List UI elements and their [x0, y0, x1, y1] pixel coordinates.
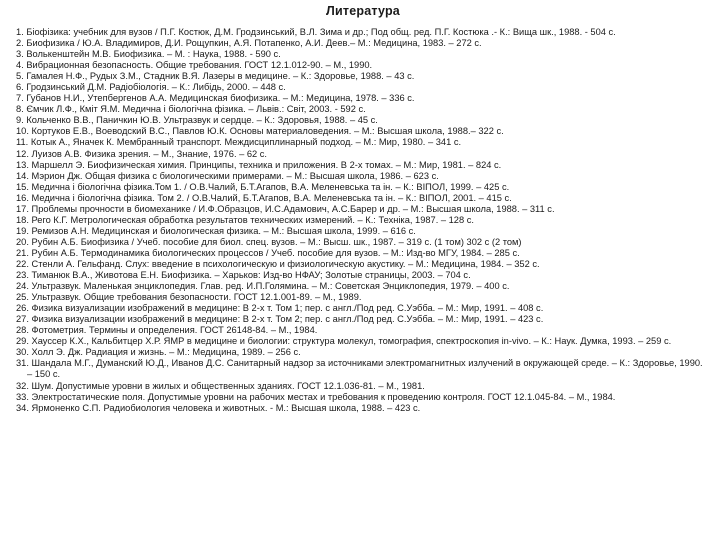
- reference-item: 15. Медична і біологічна фізика.Том 1. / О.В.Чалий, Б.Т.Агапов, В.А. Меленевська та ін. – К.: ВІПОЛ, 1999. – 425 с.: [16, 181, 510, 192]
- reference-item: 17. Проблемы прочности в биомеханике / И.Ф.Образцов, И.С.Адамович, А.С.Барер и др. – М.: Высшая школа, 1988. – 311 с.: [16, 203, 555, 214]
- reference-item: 14. Мэрион Дж. Общая физика с биологическими примерами. – М.: Высшая школа, 1986. – 623 с.: [16, 170, 439, 181]
- reference-item: 12. Луизов А.В. Физика зрения. – М., Знание, 1976. – 62 с.: [16, 148, 268, 159]
- reference-item: 19. Ремизов А.Н. Медицинская и биологическая физика. – М.: Высшая школа, 1999. – 616 с.: [16, 225, 416, 236]
- reference-item: 6. Гродзинський Д.М. Радіобіологія. – К.: Либідь, 2000. – 448 с.: [16, 82, 286, 93]
- reference-item: 30. Холл Э. Дж. Радиация и жизнь. – М.: Медицина, 1989. – 256 с.: [16, 347, 301, 358]
- reference-item: 20. Рубин А.Б. Биофизика / Учеб. пособие для биол. спец. вузов. – М.: Высш. шк., 1987. – 319 с. (1 том) 302 с (2 том): [16, 236, 522, 247]
- reference-list: [16, 27, 710, 414]
- reference-item: 25. Ультразвук. Общие требования безопасности. ГОСТ 12.1.001-89. – М., 1989.: [16, 292, 362, 303]
- reference-item: 27. Физика визуализации изображений в медицине: В 2-х т. Том 2; пер. с англ./Под ред. С.Уэбба. – М.: Мир, 1991. – 423 с.: [16, 314, 544, 325]
- reference-item: 2. Биофизика / Ю.А. Владимиров, Д.И. Рощупкин, А.Я. Потапенко, А.И. Деев.– М.: Медицина, 1983. – 272 с.: [16, 38, 482, 49]
- reference-item: 22. Стенли А. Гельфанд. Слух: введение в психологическую и физиологическую акустику. – М.: Медицина, 1984. – 352 с.: [16, 258, 540, 269]
- reference-item: 28. Фотометрия. Термины и определения. ГОСТ 26148-84. – М., 1984.: [16, 325, 318, 336]
- reference-item: 31. Шандала М.Г., Думанский Ю.Д., Иванов Д.С. Санитарный надзор за источниками электромагнитных излучений в окружающей среде. – К.: Здоровье, 1990. – 150 с.: [16, 358, 703, 380]
- reference-item: 29. Хауссер К.Х., Кальбитцер Х.Р. ЯМР в медицине и биологии: структура молекул, томография, спектроскопия in-vivo. – К.: Наук. Думка, 1993. – 259 с.: [16, 336, 672, 347]
- reference-item: 21. Рубин А.Б. Термодинамика биологических процессов / Учеб. пособие для вузов. – М.: Изд-во МГУ, 1984. – 285 с.: [16, 247, 520, 258]
- reference-item: 34. Ярмоненко С.П. Радиобиология человека и животных. - М.: Высшая школа, 1988. – 423 с.: [16, 402, 421, 413]
- reference-item: 7. Губанов Н.И., Утепбергенов А.А. Медицинская биофизика. – М.: Медицина, 1978. – 336 с.: [16, 93, 415, 104]
- reference-item: 23. Тиманюк В.А., Животова Е.Н. Биофизика. – Харьков: Изд-во НФАУ; Золотые страницы, 2003. – 704 с.: [16, 270, 471, 281]
- reference-item: 33. Электростатические поля. Допустимые уровни на рабочих местах и требования к проведению контроля. ГОСТ 12.1.045-84. – М., 1984.: [16, 391, 616, 402]
- reference-item: 16. Медична і біологічна фізика. Том 2. / О.В.Чалий, Б.Т.Агапов, В.А. Меленевська та ін. – К.: ВІПОЛ, 2001. – 415 с.: [16, 192, 512, 203]
- reference-item: 8. Ємчик Л.Ф., Кміт Я.М. Медична і біологічна фізика. – Львів.: Світ, 2003. - 592 с.: [16, 104, 366, 115]
- reference-item: 9. Кольченко В.В., Паничкин Ю.В. Ультразвук и сердце. – К.: Здоровья, 1988. – 45 с.: [16, 115, 378, 126]
- reference-item: 4. Вибрационная безопасность. Общие требования. ГОСТ 12.1.012-90. – М., 1990.: [16, 60, 373, 71]
- reference-item: 26. Физика визуализации изображений в медицине: В 2-х т. Том 1; пер. с англ./Под ред. С.Уэбба. – М.: Мир, 1991. – 408 с.: [16, 303, 544, 314]
- page-title: Литература: [326, 4, 400, 18]
- reference-item: 5. Гамалея Н.Ф., Рудых З.М., Стадник В.Я. Лазеры в медицине. – К.: Здоровье, 1988. – 43 с.: [16, 71, 415, 82]
- reference-item: 18. Рего К.Г. Метрологическая обработка результатов технических измерений. – К.: Техніка, 1987. – 128 с.: [16, 214, 474, 225]
- reference-item: 3. Волькенштейн М.В. Биофизика. – М. : Наука, 1988. - 590 с.: [16, 49, 281, 60]
- reference-item: 13. Маршелл Э. Биофизическая химия. Принципы, техника и приложения. В 2-х томах. – М.: Мир, 1981. – 824 с.: [16, 159, 502, 170]
- reference-item: 24. Ультразвук. Маленькая энциклопедия. Глав. ред. И.П.Голямина. – М.: Советская Энциклопедия, 1979. – 400 с.: [16, 281, 510, 292]
- reference-item: 32. Шум. Допустимые уровни в жилых и общественных зданиях. ГОСТ 12.1.036-81. – М., 1981.: [16, 380, 425, 391]
- reference-item: 10. Кортуков Е.В., Воеводский В.С., Павлов Ю.К. Основы материаловедения. – М.: Высшая школа, 1988.– 322 с.: [16, 126, 504, 137]
- reference-item: 11. Котык А., Яначек К. Мембранный транспорт. Междисциплинарный подход. – М.: Мир, 1980. – 341 с.: [16, 137, 462, 148]
- reference-item: 1. Біофізика: учебник для вузов / П.Г. Костюк, Д.М. Гродзинський, В.Л. Зима и др.; Под общ. ред. П.Г. Костюка .- К.: Вища шк., 1988. - 504 с.: [16, 27, 616, 37]
